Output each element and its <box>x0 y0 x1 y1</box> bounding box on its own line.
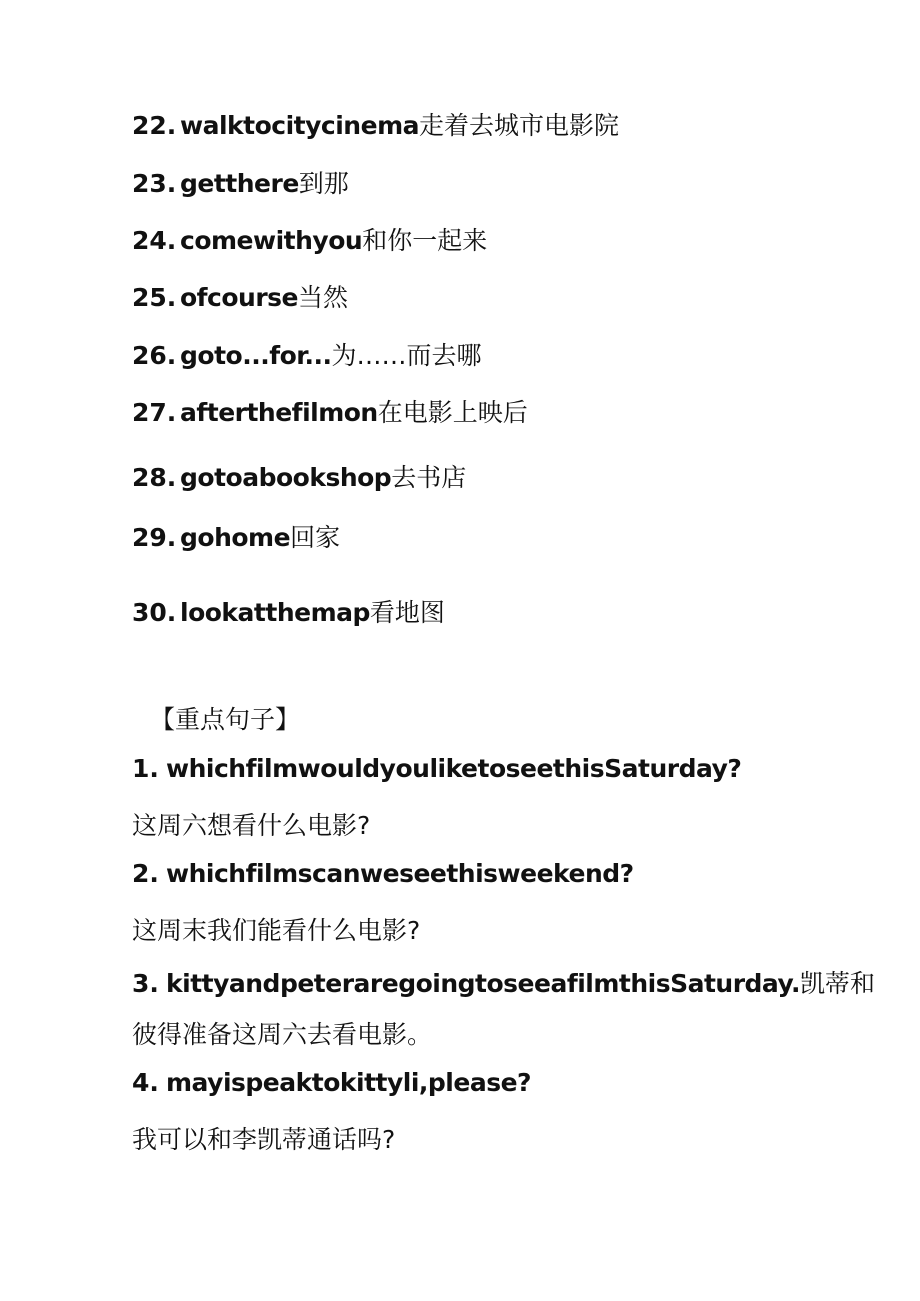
phrase-item <box>132 340 482 372</box>
phrase-chinese: 在电影上映后 <box>377 398 528 427</box>
phrase-item <box>132 522 340 554</box>
phrase-english: ofcourse <box>180 283 299 312</box>
phrase-number: 22. <box>132 111 177 140</box>
sentence-chinese: 我可以和李凯蒂通话吗? <box>132 1125 396 1154</box>
phrase-chinese: 和你一起来 <box>362 226 488 255</box>
phrase-item <box>132 225 487 257</box>
phrase-number: 25. <box>132 283 177 312</box>
phrase-number: 30. <box>132 598 177 627</box>
section-heading: 【重点句子】 <box>150 705 301 734</box>
sentence-chinese-inline: 凯蒂和 <box>800 969 876 998</box>
phrase-english: walktocitycinema <box>180 111 419 140</box>
phrase-chinese: 为……而去哪 <box>331 341 482 370</box>
sentence-chinese: 这周六想看什么电影? <box>132 811 371 840</box>
phrase-number: 27. <box>132 398 177 427</box>
phrase-item <box>132 462 466 494</box>
sentence-number: 4. <box>132 1068 159 1097</box>
phrase-item <box>132 168 349 200</box>
sentence-number: 2. <box>132 859 159 888</box>
phrase-english: gohome <box>180 523 291 552</box>
phrase-number: 29. <box>132 523 177 552</box>
sentence-english: mayispeaktokittyli,please? <box>166 1068 532 1097</box>
phrase-number: 26. <box>132 341 177 370</box>
phrase-english: afterthefilmon <box>180 398 378 427</box>
sentence-english-line <box>132 1067 531 1099</box>
sentence-chinese: 这周末我们能看什么电影? <box>132 916 421 945</box>
phrase-english: getthere <box>180 169 299 198</box>
phrase-chinese: 到那 <box>298 169 349 198</box>
phrase-item <box>132 597 445 629</box>
phrase-english: lookatthemap <box>180 598 370 627</box>
sentence-chinese: 彼得准备这周六去看电影。 <box>132 1020 433 1049</box>
phrase-number: 23. <box>132 169 177 198</box>
phrase-chinese: 走着去城市电影院 <box>419 111 620 140</box>
phrase-chinese: 当然 <box>298 283 349 312</box>
sentence-english-line <box>132 753 741 785</box>
phrase-chinese: 回家 <box>290 523 341 552</box>
phrase-english: comewithyou <box>180 226 363 255</box>
phrase-item <box>132 110 619 142</box>
phrase-chinese: 去书店 <box>391 463 467 492</box>
phrase-number: 24. <box>132 226 177 255</box>
phrase-item <box>132 282 348 314</box>
phrase-chinese: 看地图 <box>369 598 445 627</box>
phrase-number: 28. <box>132 463 177 492</box>
sentence-english-line <box>132 858 634 890</box>
sentence-english: kittyandpeteraregoingtoseeafilmthisSaturday. <box>166 969 801 998</box>
sentence-english: whichfilmwouldyouliketoseethisSaturday? <box>166 754 742 783</box>
sentence-english: whichfilmscanweseethisweekend? <box>166 859 634 888</box>
phrase-english: gotoabookshop <box>180 463 392 492</box>
sentence-number: 1. <box>132 754 159 783</box>
sentence-number: 3. <box>132 969 159 998</box>
phrase-english: goto...for... <box>180 341 332 370</box>
phrase-item <box>132 397 528 429</box>
sentence-english-line <box>132 968 875 1000</box>
